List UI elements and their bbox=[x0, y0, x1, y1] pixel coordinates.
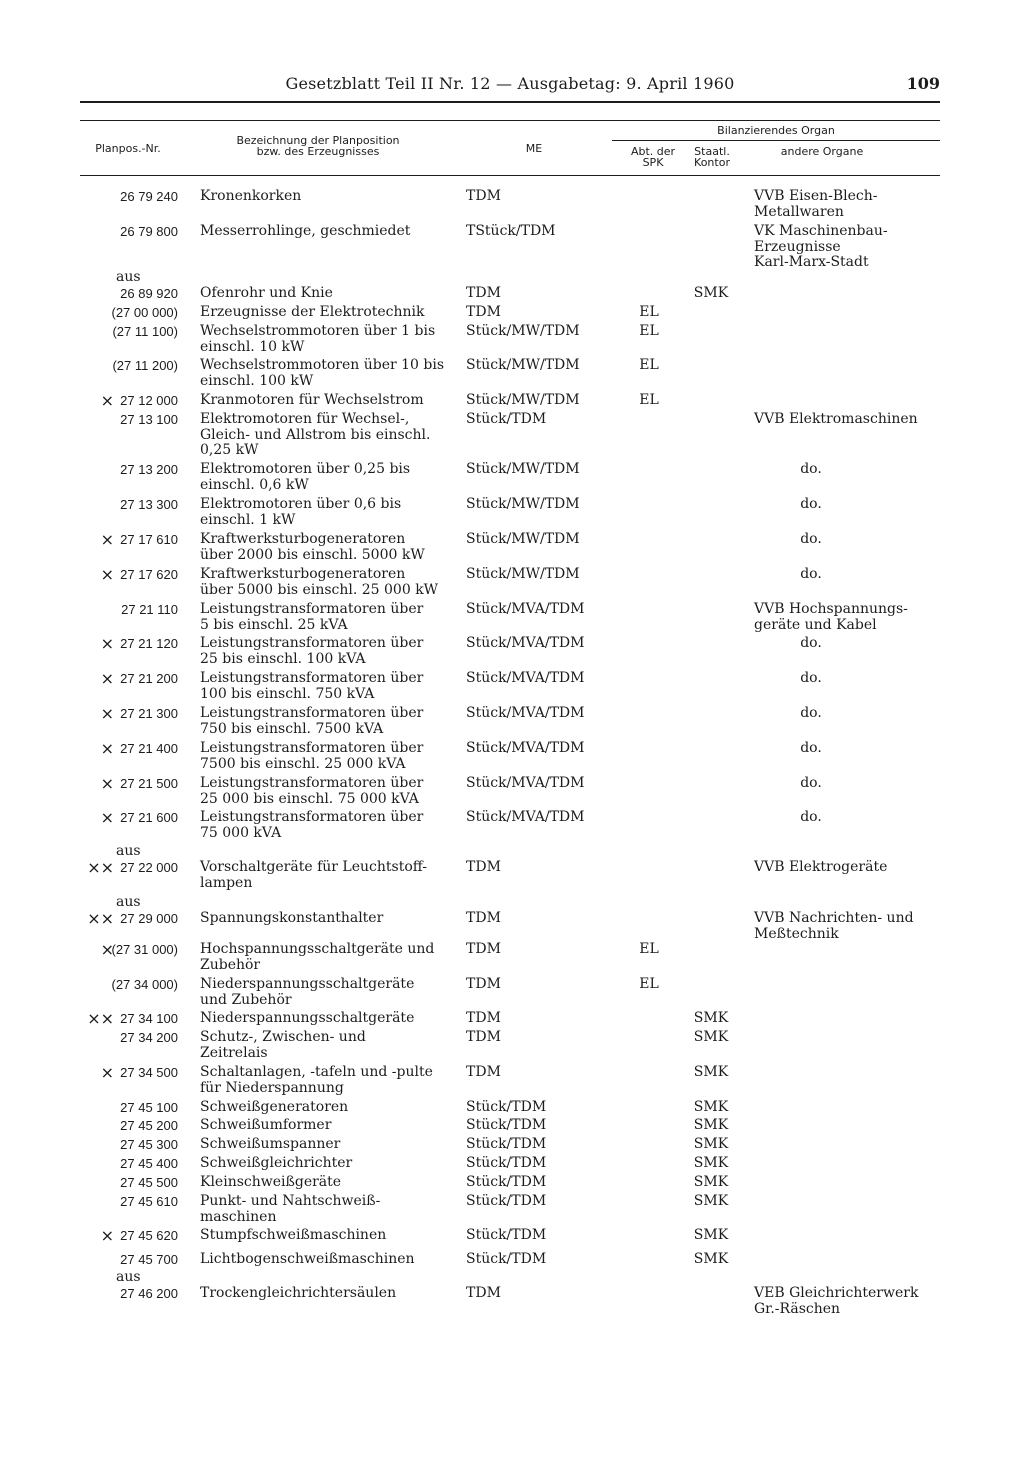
row-description: Punkt- und Nahtschweiß- maschinen bbox=[200, 1193, 381, 1225]
row-planpos-number: 27 21 600 bbox=[120, 810, 178, 825]
row-planpos-number: 27 45 620 bbox=[120, 1228, 178, 1243]
row-andere-organe: VVB Hochspannungs- geräte und Kabel bbox=[754, 601, 908, 633]
row-marker: × bbox=[100, 739, 114, 758]
row-unit: Stück/TDM bbox=[466, 1227, 547, 1243]
row-unit: TDM bbox=[466, 1064, 501, 1080]
row-andere-organe: VK Maschinenbau- Erzeugnisse Karl-Marx-Stadt bbox=[754, 223, 888, 270]
row-unit: Stück/MW/TDM bbox=[466, 531, 580, 547]
row-unit: TDM bbox=[466, 285, 501, 301]
row-aus-prefix: aus bbox=[116, 843, 141, 859]
row-unit: TDM bbox=[466, 1010, 501, 1026]
row-description: Wechselstrommotoren über 1 bis einschl. 10 kW bbox=[200, 323, 436, 355]
row-description: Vorschaltgeräte für Leuchtstoff- lampen bbox=[200, 859, 427, 891]
row-unit: Stück/MVA/TDM bbox=[466, 809, 585, 825]
row-planpos-number: 27 21 110 bbox=[121, 602, 178, 617]
row-unit: Stück/MW/TDM bbox=[466, 461, 580, 477]
row-staatl-kontor: SMK bbox=[693, 1174, 729, 1190]
row-unit: Stück/MVA/TDM bbox=[466, 740, 585, 756]
row-marker: × bbox=[100, 774, 114, 793]
page-number: 109 bbox=[906, 74, 940, 93]
row-andere-organe: VVB Elektrogeräte bbox=[754, 859, 888, 875]
row-planpos-number: (27 31 000) bbox=[111, 942, 178, 957]
row-unit: TDM bbox=[466, 941, 501, 957]
row-planpos-number: 27 46 200 bbox=[120, 1286, 178, 1301]
row-marker: × bbox=[100, 391, 114, 410]
row-planpos-number: (27 11 100) bbox=[112, 324, 178, 339]
row-unit: Stück/TDM bbox=[466, 411, 547, 427]
row-andere-organe: VVB Eisen-Blech- Metallwaren bbox=[754, 188, 878, 220]
row-planpos-number: 27 12 000 bbox=[120, 393, 178, 408]
row-description: Leistungstransformatoren über 100 bis einschl. 750 kVA bbox=[200, 670, 424, 702]
row-aus-prefix: aus bbox=[116, 894, 141, 910]
row-description: Leistungstransformatoren über 750 bis einschl. 7500 kVA bbox=[200, 705, 424, 737]
row-andere-organe: do. bbox=[800, 670, 822, 686]
row-description: Trockengleichrichtersäulen bbox=[200, 1285, 397, 1301]
row-staatl-kontor: SMK bbox=[693, 1117, 729, 1133]
row-planpos-number: 26 79 800 bbox=[120, 224, 178, 239]
row-marker: × bbox=[100, 940, 114, 959]
row-description: Schweißumformer bbox=[200, 1117, 332, 1133]
row-planpos-number: 27 29 000 bbox=[120, 911, 178, 926]
row-unit: Stück/MW/TDM bbox=[466, 566, 580, 582]
row-staatl-kontor: SMK bbox=[693, 1064, 729, 1080]
row-description: Messerrohlinge, geschmiedet bbox=[200, 223, 411, 239]
row-planpos-number: 27 45 610 bbox=[120, 1194, 178, 1209]
row-unit: Stück/MVA/TDM bbox=[466, 775, 585, 791]
row-description: Kraftwerksturbogeneratoren über 2000 bis einschl. 5000 kW bbox=[200, 531, 425, 563]
row-planpos-number: (27 00 000) bbox=[111, 305, 178, 320]
row-description: Elektromotoren für Wechsel-, Gleich- und Allstrom bis einschl. 0,25 kW bbox=[200, 411, 431, 458]
row-planpos-number: 27 21 120 bbox=[120, 636, 178, 651]
row-planpos-number: 27 21 400 bbox=[120, 741, 178, 756]
row-description: Leistungstransformatoren über 7500 bis einschl. 25 000 kVA bbox=[200, 740, 424, 772]
row-description: Kranmotoren für Wechselstrom bbox=[200, 392, 424, 408]
row-marker: × bbox=[100, 565, 114, 584]
row-staatl-kontor: SMK bbox=[693, 1155, 729, 1171]
row-planpos-number: 27 21 300 bbox=[120, 706, 178, 721]
row-description: Niederspannungsschaltgeräte und Zubehör bbox=[200, 976, 415, 1008]
row-description: Wechselstrommotoren über 10 bis einschl. 100 kW bbox=[200, 357, 445, 389]
row-andere-organe: do. bbox=[800, 775, 822, 791]
row-unit: Stück/MW/TDM bbox=[466, 496, 580, 512]
row-marker: × bbox=[100, 530, 114, 549]
row-description: Niederspannungsschaltgeräte bbox=[200, 1010, 415, 1026]
row-staatl-kontor: SMK bbox=[693, 1136, 729, 1152]
col-header-abt-spk: Abt. der SPK bbox=[630, 145, 676, 169]
row-unit: Stück/TDM bbox=[466, 1117, 547, 1133]
row-description: Kronenkorken bbox=[200, 188, 302, 204]
row-description: Leistungstransformatoren über 5 bis einschl. 25 kVA bbox=[200, 601, 424, 633]
row-planpos-number: 27 22 000 bbox=[120, 860, 178, 875]
row-andere-organe: do. bbox=[800, 566, 822, 582]
row-andere-organe: do. bbox=[800, 496, 822, 512]
row-andere-organe: do. bbox=[800, 809, 822, 825]
col-header-staatl-kontor: Staatl. Kontor bbox=[694, 145, 730, 169]
row-marker: × bbox=[100, 634, 114, 653]
row-planpos-number: 27 45 700 bbox=[120, 1252, 178, 1267]
row-description: Ofenrohr und Knie bbox=[200, 285, 333, 301]
row-andere-organe: VVB Elektromaschinen bbox=[754, 411, 918, 427]
row-unit: Stück/MVA/TDM bbox=[466, 705, 585, 721]
row-andere-organe: VVB Nachrichten- und Meßtechnik bbox=[754, 910, 914, 942]
row-staatl-kontor: SMK bbox=[693, 1193, 729, 1209]
row-marker: ×× bbox=[87, 909, 114, 928]
row-description: Schaltanlagen, -tafeln und -pulte für Niederspannung bbox=[200, 1064, 433, 1096]
row-planpos-number: (27 34 000) bbox=[111, 977, 178, 992]
row-abt-spk: EL bbox=[639, 357, 659, 373]
row-description: Elektromotoren über 0,25 bis einschl. 0,6 kW bbox=[200, 461, 411, 493]
row-description: Hochspannungsschaltgeräte und Zubehör bbox=[200, 941, 435, 973]
row-marker: × bbox=[100, 1226, 114, 1245]
row-abt-spk: EL bbox=[639, 304, 659, 320]
row-description: Lichtbogenschweißmaschinen bbox=[200, 1251, 415, 1267]
row-planpos-number: 27 17 620 bbox=[120, 567, 178, 582]
row-unit: Stück/TDM bbox=[466, 1251, 547, 1267]
row-unit: Stück/TDM bbox=[466, 1193, 547, 1209]
row-planpos-number: 27 45 500 bbox=[120, 1175, 178, 1190]
row-unit: Stück/TDM bbox=[466, 1099, 547, 1115]
row-description: Leistungstransformatoren über 25 bis einschl. 100 kVA bbox=[200, 635, 424, 667]
row-description: Schweißgleichrichter bbox=[200, 1155, 353, 1171]
row-abt-spk: EL bbox=[639, 976, 659, 992]
row-unit: TDM bbox=[466, 1285, 501, 1301]
row-description: Erzeugnisse der Elektrotechnik bbox=[200, 304, 425, 320]
row-description: Kraftwerksturbogeneratoren über 5000 bis einschl. 25 000 kW bbox=[200, 566, 439, 598]
row-andere-organe: VEB Gleichrichterwerk Gr.-Räschen bbox=[754, 1285, 919, 1317]
row-marker: × bbox=[100, 669, 114, 688]
row-description: Stumpfschweißmaschinen bbox=[200, 1227, 387, 1243]
row-unit: TDM bbox=[466, 976, 501, 992]
row-planpos-number: 27 34 100 bbox=[120, 1011, 178, 1026]
row-unit: TDM bbox=[466, 1029, 501, 1045]
row-description: Kleinschweißgeräte bbox=[200, 1174, 342, 1190]
row-abt-spk: EL bbox=[639, 323, 659, 339]
row-description: Schweißumspanner bbox=[200, 1136, 341, 1152]
row-unit: Stück/TDM bbox=[466, 1155, 547, 1171]
row-staatl-kontor: SMK bbox=[693, 1099, 729, 1115]
row-planpos-number: 27 21 500 bbox=[120, 776, 178, 791]
col-header-bezeichnung: Bezeichnung der Planposition bzw. des Erzeugnisses bbox=[236, 134, 400, 158]
col-header-me: ME bbox=[525, 142, 543, 155]
row-planpos-number: 27 13 300 bbox=[120, 497, 178, 512]
row-planpos-number: 27 17 610 bbox=[120, 532, 178, 547]
col-header-andere-organe: andere Organe bbox=[780, 145, 864, 158]
row-staatl-kontor: SMK bbox=[693, 1029, 729, 1045]
row-description: Schweißgeneratoren bbox=[200, 1099, 349, 1115]
row-marker: ×× bbox=[87, 1009, 114, 1028]
row-planpos-number: 27 45 400 bbox=[120, 1156, 178, 1171]
row-staatl-kontor: SMK bbox=[693, 1227, 729, 1243]
row-planpos-number: 27 45 300 bbox=[120, 1137, 178, 1152]
row-planpos-number: 27 34 500 bbox=[120, 1065, 178, 1080]
row-andere-organe: do. bbox=[800, 531, 822, 547]
row-unit: Stück/TDM bbox=[466, 1174, 547, 1190]
row-andere-organe: do. bbox=[800, 635, 822, 651]
row-unit: Stück/MVA/TDM bbox=[466, 670, 585, 686]
row-planpos-number: 27 45 100 bbox=[120, 1100, 178, 1115]
row-planpos-number: 27 21 200 bbox=[120, 671, 178, 686]
row-unit: TDM bbox=[466, 859, 501, 875]
row-unit: Stück/MW/TDM bbox=[466, 357, 580, 373]
row-abt-spk: EL bbox=[639, 392, 659, 408]
page-title: Gesetzblatt Teil II Nr. 12 — Ausgabetag: 9. April 1960 bbox=[285, 74, 735, 93]
row-marker: × bbox=[100, 1063, 114, 1082]
col-header-bilanzierendes-organ: Bilanzierendes Organ bbox=[717, 124, 835, 137]
row-marker: ×× bbox=[87, 858, 114, 877]
row-planpos-number: 27 34 200 bbox=[120, 1030, 178, 1045]
row-planpos-number: 27 13 200 bbox=[120, 462, 178, 477]
row-unit: Stück/MVA/TDM bbox=[466, 601, 585, 617]
row-unit: TStück/TDM bbox=[466, 223, 556, 239]
row-andere-organe: do. bbox=[800, 705, 822, 721]
row-planpos-number: 27 45 200 bbox=[120, 1118, 178, 1133]
row-planpos-number: 27 13 100 bbox=[120, 412, 178, 427]
row-description: Spannungskonstanthalter bbox=[200, 910, 384, 926]
row-staatl-kontor: SMK bbox=[693, 1251, 729, 1267]
row-description: Leistungstransformatoren über 25 000 bis einschl. 75 000 kVA bbox=[200, 775, 424, 807]
row-aus-prefix: aus bbox=[116, 1269, 141, 1285]
row-unit: TDM bbox=[466, 910, 501, 926]
row-planpos-number: 26 79 240 bbox=[120, 189, 178, 204]
row-unit: Stück/TDM bbox=[466, 1136, 547, 1152]
row-staatl-kontor: SMK bbox=[693, 1010, 729, 1026]
row-aus-prefix: aus bbox=[116, 269, 141, 285]
col-header-planpos: Planpos.-Nr. bbox=[95, 142, 161, 155]
row-andere-organe: do. bbox=[800, 740, 822, 756]
row-unit: Stück/MVA/TDM bbox=[466, 635, 585, 651]
row-unit: TDM bbox=[466, 188, 501, 204]
row-description: Elektromotoren über 0,6 bis einschl. 1 kW bbox=[200, 496, 402, 528]
row-planpos-number: 26 89 920 bbox=[120, 286, 178, 301]
row-description: Leistungstransformatoren über 75 000 kVA bbox=[200, 809, 424, 841]
row-unit: Stück/MW/TDM bbox=[466, 392, 580, 408]
row-description: Schutz-, Zwischen- und Zeitrelais bbox=[200, 1029, 366, 1061]
row-abt-spk: EL bbox=[639, 941, 659, 957]
row-planpos-number: (27 11 200) bbox=[112, 358, 178, 373]
row-marker: × bbox=[100, 808, 114, 827]
row-staatl-kontor: SMK bbox=[693, 285, 729, 301]
row-unit: TDM bbox=[466, 304, 501, 320]
row-andere-organe: do. bbox=[800, 461, 822, 477]
row-unit: Stück/MW/TDM bbox=[466, 323, 580, 339]
row-marker: × bbox=[100, 704, 114, 723]
